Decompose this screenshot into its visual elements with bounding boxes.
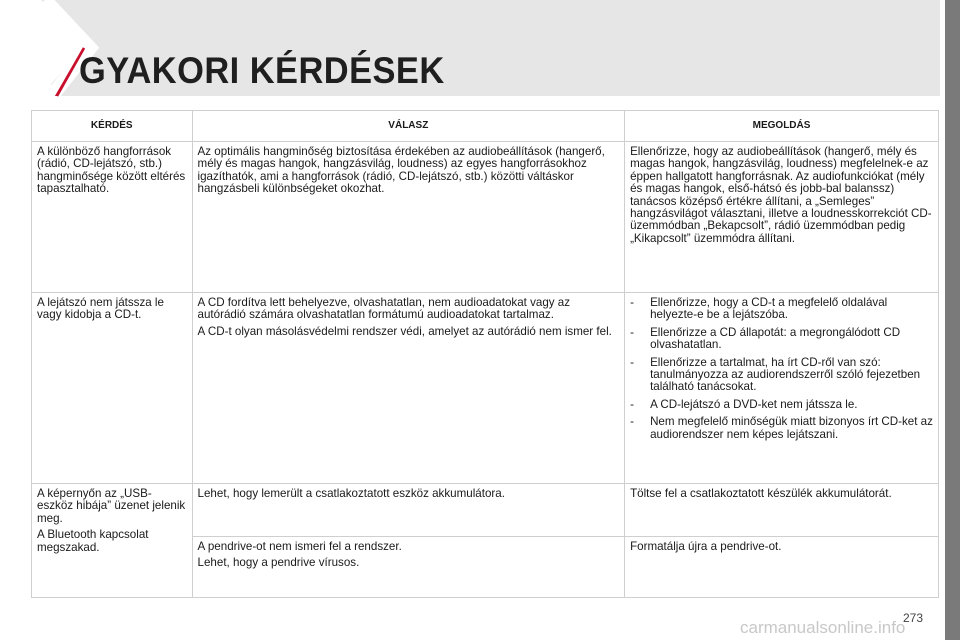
solution-cell (625, 484, 939, 537)
list-item-text: A CD-lejátszó a DVD-ket nem játssza le. (650, 397, 858, 411)
question-text: A Bluetooth kapcsolat megszakad. (37, 528, 149, 554)
solution-cell (625, 537, 939, 598)
answer-text: Az optimális hangminőség biztosítása érdekében az audiobeállítások (hangerő, mély és magas hangok, hangzásvilág, loudness) az egyes hangforrásokhoz igazíthatók, ami a hangforrások (rádió, CD-lejátszó, stb.) közötti váltáskor hangzásbeli különbségeket okozhat. (197, 145, 605, 196)
answer-cell (192, 293, 625, 484)
watermark-text: carmanualsonline.info (740, 618, 906, 637)
answer-text: A pendrive-ot nem ismeri fel a rendszer. (197, 540, 402, 553)
list-item-text: Nem megfelelő minőségük miatt bizonyos írt CD-ket az audiorendszer nem képes lejátszani. (650, 415, 933, 441)
question-text: A lejátszó nem játssza le vagy kidobja a CD-t. (37, 296, 164, 322)
table-row (32, 142, 939, 293)
faq-table-container (31, 110, 939, 607)
list-item (630, 297, 933, 322)
header-question: KÉRDÉS (32, 111, 193, 142)
table-row (32, 293, 939, 484)
list-item (630, 327, 933, 352)
solution-text: Töltse fel a csatlakoztatott készülék akkumulátorát. (630, 487, 892, 500)
list-item (630, 399, 933, 411)
answer-text: A CD-t olyan másolásvédelmi rendszer védi, amelyet az autórádió nem ismer fel. (197, 324, 612, 338)
solution-text: Ellenőrizze, hogy az audiobeállítások (hangerő, mély és magas hangok, hangzásvilág, loudness) megfelelnek-e az éppen hallgatott hangforrásnak. Az audiofunkciókat (mély és magas hangok, első-hátsó és jobb-bal balanssz) tanácsos középső értékre állítani, a „Semleges” hangzásvilágot választani, illetve a loudnesskorrekciót CD-üzemmódban „Bekapcsolt”, rádió üzemmódban pedig „Kikapcsolt” üzemmódra állítani. (630, 145, 932, 245)
question-text: A képernyőn az „USB-eszköz hibája” üzenet jelenik meg. (37, 487, 186, 525)
list-item-text: Ellenőrizze a tartalmat, ha írt CD-ről van szó: tanulmányozza az audiorendszerről szóló fejezetben található tanácsokat. (650, 355, 921, 394)
answer-text: Lehet, hogy a pendrive vírusos. (197, 556, 360, 570)
table-row (32, 484, 939, 537)
question-cell (32, 484, 193, 598)
page-number: 273 (903, 611, 924, 625)
answer-text: A CD fordítva lett behelyezve, olvashatatlan, nem audioadatokat vagy az autórádió számára olvashatatlan formátumú audioadatokat tartalmaz. (197, 296, 571, 322)
list-item-text: Ellenőrizze, hogy a CD-t a megfelelő oldalával helyezte-e be a lejátszóba. (650, 296, 888, 322)
header-solution: MEGOLDÁS (625, 111, 939, 142)
header-answer: VÁLASZ (192, 111, 625, 142)
answer-cell (192, 484, 625, 537)
question-cell (32, 293, 193, 484)
page-title: GYAKORI KÉRDÉSEK (79, 50, 445, 91)
solution-text: Formatálja újra a pendrive-ot. (630, 540, 782, 553)
question-text: A különböző hangforrások (rádió, CD-lejátszó, stb.) hangminősége között eltérés tapasztalható. (37, 145, 186, 196)
list-item (630, 357, 933, 394)
dash-marker: - (630, 355, 634, 369)
list-item-text: Ellenőrizze a CD állapotát: a megrongálódott CD olvashatatlan. (650, 325, 901, 352)
answer-cell (192, 142, 625, 293)
solution-cell (625, 293, 939, 484)
table-header-row (32, 111, 939, 142)
dash-marker: - (630, 397, 634, 411)
dash-marker: - (630, 415, 634, 429)
answer-cell (192, 537, 625, 598)
solution-list (630, 297, 933, 441)
dash-marker: - (630, 296, 634, 309)
answer-text: Lehet, hogy lemerült a csatlakoztatott eszköz akkumulátora. (197, 487, 505, 500)
page-side-bar (945, 0, 960, 640)
dash-marker: - (630, 325, 634, 339)
solution-cell (625, 142, 939, 293)
faq-table (31, 110, 939, 598)
question-cell (32, 142, 193, 293)
list-item (630, 416, 933, 441)
